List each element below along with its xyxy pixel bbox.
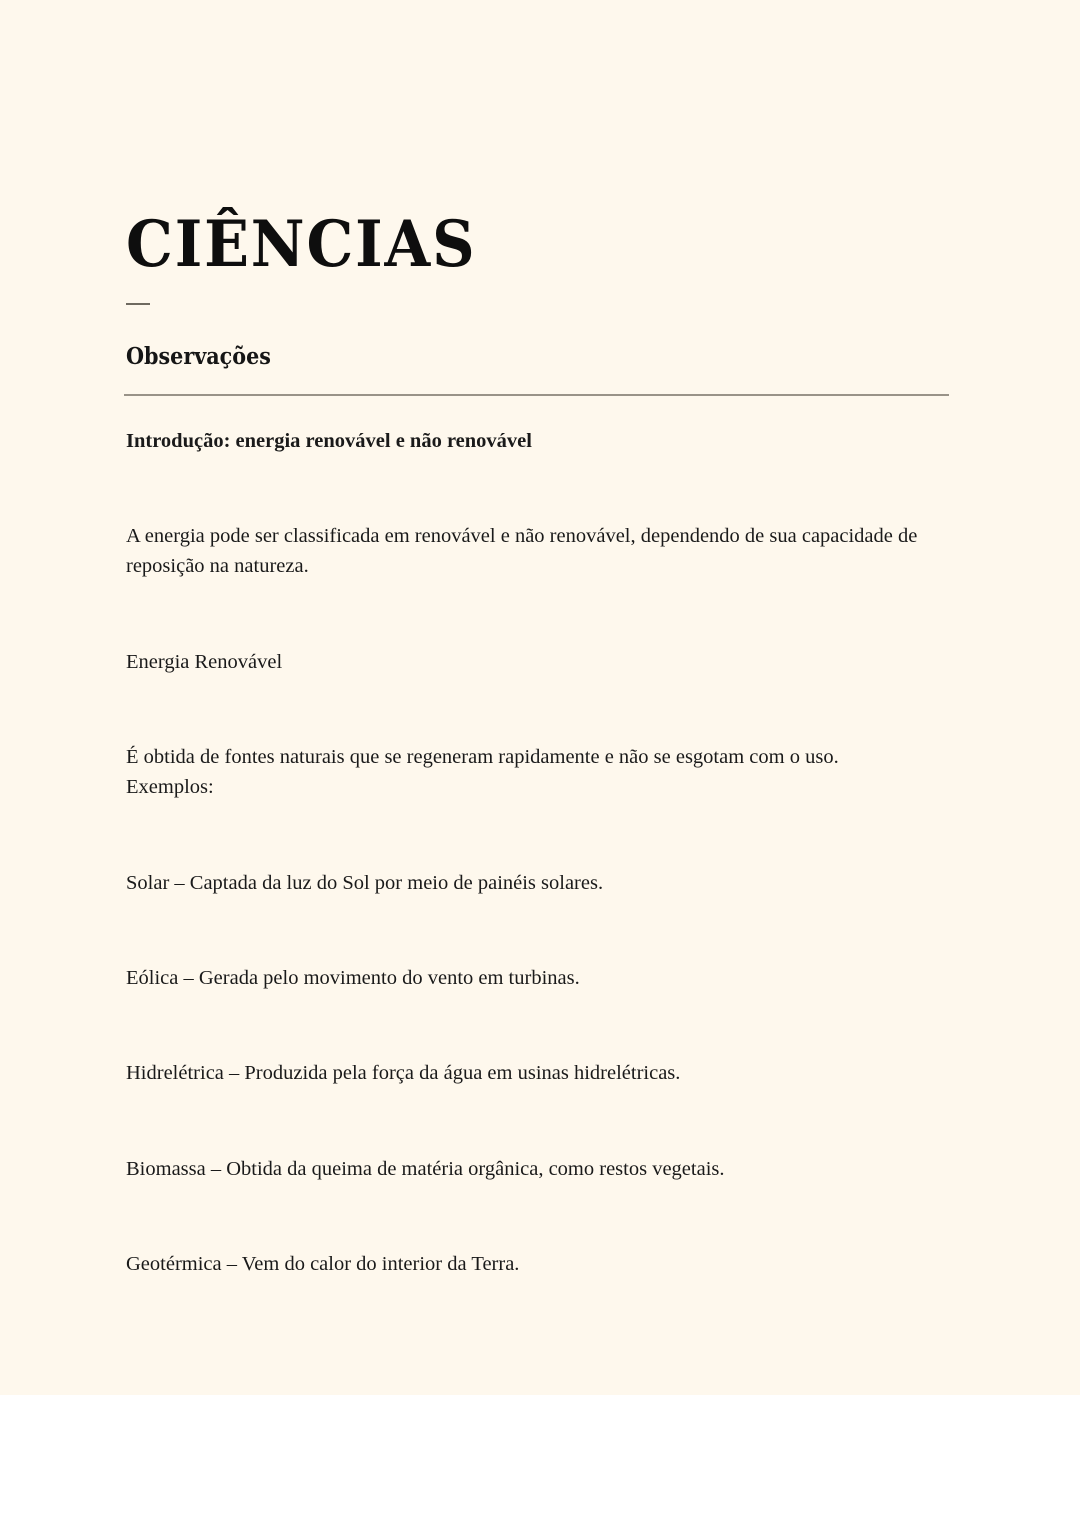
intro-paragraph: A energia pode ser classificada em renovável e não renovável, dependendo de sua capacidade de reposição na natureza. xyxy=(126,525,918,577)
section-title-renewable: Energia Renovável xyxy=(126,651,283,673)
title-accent-rule xyxy=(126,303,150,305)
section-description xyxy=(126,742,956,802)
page-title: CIÊNCIAS xyxy=(126,207,477,282)
page-subtitle: Observações xyxy=(126,343,271,370)
example-item-geotermica: Geotérmica – Vem do calor do interior da Terra. xyxy=(126,1253,520,1275)
example-item-eolica: Eólica – Gerada pelo movimento do vento em turbinas. xyxy=(126,967,580,989)
example-item-hidreletrica: Hidrelétrica – Produzida pela força da água em usinas hidrelétricas. xyxy=(126,1062,681,1084)
example-item-biomassa: Biomassa – Obtida da queima de matéria orgânica, como restos vegetais. xyxy=(126,1158,725,1180)
intro-heading: Introdução: energia renovável e não renovável xyxy=(126,430,532,452)
examples-label: Exemplos: xyxy=(126,776,214,798)
example-item-solar: Solar – Captada da luz do Sol por meio de painéis solares. xyxy=(126,872,604,894)
section-description-line: É obtida de fontes naturais que se regeneram rapidamente e não se esgotam com o uso. xyxy=(126,746,839,768)
section-divider xyxy=(124,394,949,396)
